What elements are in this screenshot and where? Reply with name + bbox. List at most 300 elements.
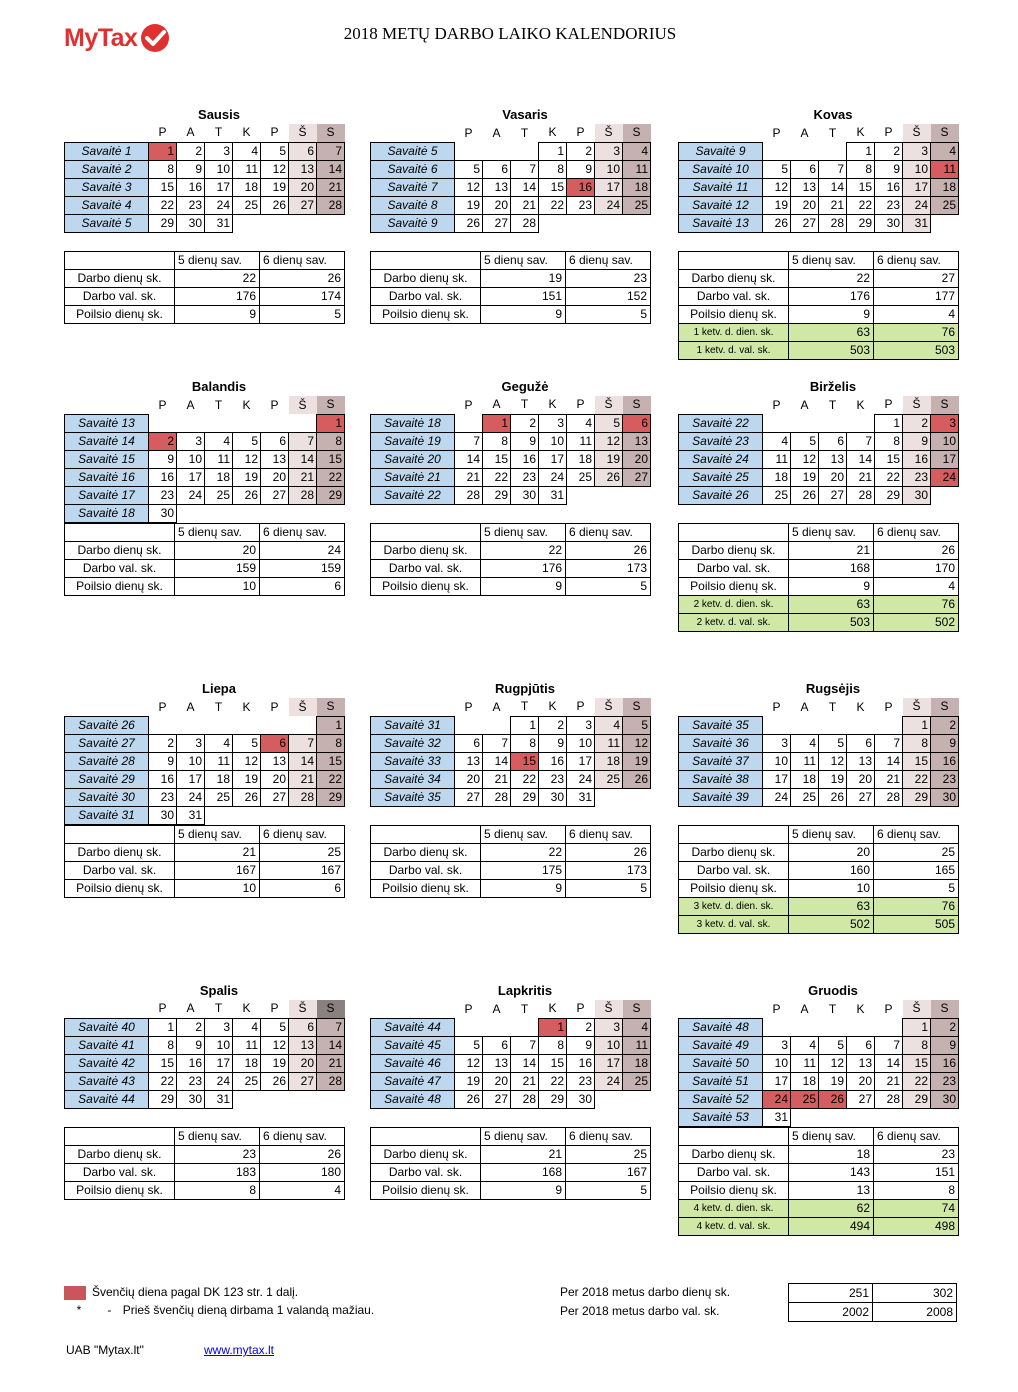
day-cell: 8 — [317, 734, 345, 752]
day-header: S — [623, 124, 651, 142]
quarter-days-label: 2 ketv. d. dien. sk. — [679, 595, 789, 613]
day-header: A — [186, 125, 195, 140]
day-header: T — [520, 699, 529, 714]
month-stats — [678, 251, 959, 360]
month-calendar — [370, 698, 651, 807]
day-cell: 28 — [847, 486, 875, 504]
day-cell: 24 — [763, 1090, 791, 1108]
totals-hours-label: Per 2018 metus darbo val. sk. — [560, 1304, 720, 1318]
stats-value-5: 160 — [789, 861, 874, 879]
week-label: Savaitė 45 — [371, 1036, 455, 1054]
day-cell: 6 — [847, 734, 875, 752]
day-header: P — [772, 699, 781, 714]
day-cell: 6 — [483, 1036, 511, 1054]
day-header: P — [884, 699, 893, 714]
day-cell: 29 — [847, 214, 875, 232]
day-header: Š — [289, 124, 317, 142]
month-name: Kovas — [813, 107, 853, 122]
day-cell: 26 — [819, 788, 847, 806]
day-cell: 11 — [623, 1036, 651, 1054]
day-cell: 5 — [623, 716, 651, 734]
empty-cell — [261, 504, 289, 522]
day-cell: 3 — [539, 414, 567, 432]
col6-header: 6 dienų sav. — [566, 523, 651, 541]
footer-link[interactable]: www.mytax.lt — [204, 1343, 275, 1357]
day-header: K — [856, 397, 865, 412]
legend-dash: - — [107, 1303, 112, 1317]
legend-star: * — [76, 1303, 82, 1317]
week-label: Savaitė 8 — [371, 196, 455, 214]
week-label: Savaitė 46 — [371, 1054, 455, 1072]
day-cell: 15 — [317, 752, 345, 770]
stats-value-6: 167 — [260, 861, 345, 879]
stats-value-5: 168 — [789, 559, 874, 577]
day-cell: 10 — [177, 450, 205, 468]
week-row — [371, 734, 651, 752]
day-cell: 3 — [595, 142, 623, 160]
day-header: A — [492, 125, 501, 140]
day-cell: 16 — [177, 178, 205, 196]
stats-value-6: 26 — [566, 541, 651, 559]
week-label: Savaitė 21 — [371, 468, 455, 486]
stats-label: Poilsio dienų sk. — [679, 577, 789, 595]
day-cell: 7 — [455, 432, 483, 450]
empty-cell — [931, 1108, 959, 1126]
week-row — [371, 1036, 651, 1054]
month-block — [370, 680, 650, 898]
day-cell: 5 — [791, 432, 819, 450]
day-cell: 28 — [317, 1072, 345, 1090]
stats-work-days-row — [371, 541, 651, 559]
day-cell: 4 — [205, 734, 233, 752]
week-row — [679, 178, 959, 196]
week-header-blank — [65, 1000, 149, 1018]
stats-value-6: 4 — [874, 305, 959, 323]
day-header: P — [576, 125, 585, 140]
week-header-blank — [679, 1000, 763, 1018]
day-header: A — [800, 125, 809, 140]
day-cell: 27 — [847, 788, 875, 806]
day-cell: 28 — [819, 214, 847, 232]
day-cell: 29 — [903, 788, 931, 806]
stats-work-days-row — [371, 843, 651, 861]
col5-header: 5 dienų sav. — [789, 251, 874, 269]
stats-value-5: 9 — [789, 305, 874, 323]
stats-header-blank — [371, 251, 481, 269]
day-cell: 17 — [205, 1054, 233, 1072]
day-header: A — [492, 699, 501, 714]
day-cell: 21 — [289, 468, 317, 486]
week-label: Savaitė 17 — [65, 486, 149, 504]
day-cell: 24 — [205, 196, 233, 214]
empty-cell — [847, 1108, 875, 1126]
day-header: S — [623, 1000, 651, 1018]
day-cell: 18 — [623, 1054, 651, 1072]
stats-header-row — [679, 251, 959, 269]
week-row — [679, 770, 959, 788]
stats-value-5: 18 — [789, 1145, 874, 1163]
week-header-blank — [371, 124, 455, 142]
month-calendar — [64, 698, 345, 825]
quarter-days-label: 3 ketv. d. dien. sk. — [679, 897, 789, 915]
day-header: Š — [903, 124, 931, 142]
day-cell: 21 — [847, 468, 875, 486]
day-cell: 9 — [903, 432, 931, 450]
week-header-blank — [65, 396, 149, 414]
stats-value-5: 9 — [481, 305, 566, 323]
stats-value-5: 13 — [789, 1181, 874, 1199]
day-header: A — [800, 699, 809, 714]
day-cell: 30 — [539, 788, 567, 806]
week-row — [679, 196, 959, 214]
stats-label: Poilsio dienų sk. — [65, 305, 175, 323]
col6-header: 6 dienų sav. — [260, 523, 345, 541]
day-cell: 29 — [511, 788, 539, 806]
day-cell: 24 — [763, 788, 791, 806]
day-cell: 13 — [289, 1036, 317, 1054]
week-label: Savaitė 42 — [65, 1054, 149, 1072]
day-cell: 1 — [539, 1018, 567, 1036]
day-cell: 19 — [233, 468, 261, 486]
stats-value-6: 152 — [566, 287, 651, 305]
day-cell: 11 — [763, 450, 791, 468]
day-cell: 3 — [903, 142, 931, 160]
day-cell: 12 — [819, 752, 847, 770]
month-name: Lapkritis — [497, 983, 553, 998]
day-cell: 1 — [511, 716, 539, 734]
week-row — [65, 752, 345, 770]
day-cell: 11 — [623, 160, 651, 178]
day-cell: 12 — [595, 432, 623, 450]
day-cell: 30 — [903, 486, 931, 504]
week-row — [371, 196, 651, 214]
stats-label: Poilsio dienų sk. — [371, 305, 481, 323]
week-label: Savaitė 5 — [371, 142, 455, 160]
empty-cell — [903, 1108, 931, 1126]
day-cell: 12 — [261, 1036, 289, 1054]
day-cell: 20 — [847, 1072, 875, 1090]
day-cell: 4 — [791, 734, 819, 752]
day-cell: 17 — [177, 770, 205, 788]
quarter-days-label: 1 ketv. d. dien. sk. — [679, 323, 789, 341]
week-label: Savaitė 9 — [371, 214, 455, 232]
month-name: Balandis — [191, 379, 247, 394]
day-cell: 30 — [149, 806, 177, 824]
stats-value-6: 6 — [260, 577, 345, 595]
stats-value-5: 9 — [481, 577, 566, 595]
stats-value-5: 176 — [789, 287, 874, 305]
stats-value-6: 165 — [874, 861, 959, 879]
day-cell: 20 — [289, 1054, 317, 1072]
day-header: S — [317, 698, 345, 716]
quarter-hours-row — [679, 613, 959, 631]
day-header: Š — [595, 396, 623, 414]
week-row — [65, 770, 345, 788]
day-cell: 18 — [595, 752, 623, 770]
day-cell: 5 — [763, 160, 791, 178]
month-block — [370, 106, 650, 324]
day-cell: 30 — [177, 1090, 205, 1108]
week-row — [65, 734, 345, 752]
stats-value-6: 24 — [260, 541, 345, 559]
stats-value-6: 6 — [260, 879, 345, 897]
day-header: S — [931, 396, 959, 414]
day-cell: 17 — [567, 752, 595, 770]
day-header: P — [576, 1001, 585, 1016]
empty-cell — [763, 142, 791, 160]
stats-label: Darbo val. sk. — [371, 1163, 481, 1181]
col6-header: 6 dienų sav. — [874, 1127, 959, 1145]
week-label: Savaitė 31 — [65, 806, 149, 824]
week-label: Savaitė 50 — [679, 1054, 763, 1072]
stats-label: Darbo val. sk. — [65, 287, 175, 305]
day-cell: 19 — [261, 178, 289, 196]
empty-cell — [455, 414, 483, 432]
week-label: Savaitė 4 — [65, 196, 149, 214]
logo-text: MyTax — [64, 23, 138, 52]
week-row — [371, 752, 651, 770]
legend-holiday-text: Švenčių diena pagal DK 123 str. 1 dalį. — [92, 1285, 299, 1299]
day-header: T — [214, 1001, 223, 1016]
stats-label: Poilsio dienų sk. — [679, 879, 789, 897]
quarter-hours-5: 494 — [789, 1217, 874, 1235]
stats-value-5: 9 — [789, 577, 874, 595]
stats-label: Darbo dienų sk. — [65, 269, 175, 287]
day-header: K — [548, 1001, 557, 1016]
day-header: K — [856, 699, 865, 714]
stats-work-hours-row — [65, 861, 345, 879]
day-cell: 10 — [595, 160, 623, 178]
week-row — [65, 414, 345, 432]
totals-days-row — [789, 1284, 957, 1303]
week-label: Savaitė 36 — [679, 734, 763, 752]
week-label: Savaitė 33 — [371, 752, 455, 770]
day-cell: 13 — [791, 178, 819, 196]
month-stats — [370, 251, 651, 324]
week-label: Savaitė 35 — [371, 788, 455, 806]
week-row — [65, 1018, 345, 1036]
stats-label: Poilsio dienų sk. — [371, 577, 481, 595]
stats-label: Darbo dienų sk. — [65, 843, 175, 861]
day-cell: 20 — [483, 196, 511, 214]
stats-rest-days-row — [371, 305, 651, 323]
quarter-days-5: 63 — [789, 897, 874, 915]
day-header: A — [186, 699, 195, 714]
day-cell: 30 — [875, 214, 903, 232]
day-header: P — [158, 125, 167, 140]
day-cell: 24 — [177, 788, 205, 806]
day-cell: 23 — [149, 788, 177, 806]
day-header: T — [828, 1001, 837, 1016]
day-cell: 21 — [317, 178, 345, 196]
day-cell: 25 — [205, 788, 233, 806]
day-cell: 25 — [233, 1072, 261, 1090]
day-cell: 5 — [595, 414, 623, 432]
day-cell: 20 — [819, 468, 847, 486]
day-cell: 14 — [483, 752, 511, 770]
day-cell: 3 — [567, 716, 595, 734]
stats-header-blank — [679, 523, 789, 541]
week-row — [371, 716, 651, 734]
day-cell: 30 — [511, 486, 539, 504]
stats-value-6: 174 — [260, 287, 345, 305]
stats-value-5: 10 — [175, 879, 260, 897]
day-cell: 17 — [595, 178, 623, 196]
day-cell: 10 — [177, 752, 205, 770]
day-cell: 14 — [455, 450, 483, 468]
week-row — [371, 432, 651, 450]
quarter-hours-row — [679, 1217, 959, 1235]
stats-rest-days-row — [371, 879, 651, 897]
week-header-blank — [679, 124, 763, 142]
totals-hours-5: 2002 — [789, 1303, 873, 1322]
day-cell: 23 — [931, 770, 959, 788]
stats-header-row — [679, 1127, 959, 1145]
day-header: K — [242, 397, 251, 412]
day-cell: 12 — [233, 450, 261, 468]
empty-cell — [819, 716, 847, 734]
day-cell: 8 — [483, 432, 511, 450]
day-header: K — [548, 699, 557, 714]
day-cell: 2 — [177, 142, 205, 160]
week-row — [65, 1072, 345, 1090]
col5-header: 5 dienų sav. — [789, 523, 874, 541]
day-cell: 9 — [149, 752, 177, 770]
stats-value-6: 26 — [260, 1145, 345, 1163]
week-row — [65, 450, 345, 468]
day-cell: 14 — [511, 1054, 539, 1072]
stats-value-6: 173 — [566, 559, 651, 577]
day-cell: 20 — [455, 770, 483, 788]
week-label: Savaitė 37 — [679, 752, 763, 770]
day-cell: 12 — [455, 1054, 483, 1072]
day-cell: 11 — [791, 1054, 819, 1072]
week-label: Savaitė 15 — [65, 450, 149, 468]
week-label: Savaitė 13 — [679, 214, 763, 232]
day-header: K — [548, 125, 557, 140]
day-cell: 5 — [819, 734, 847, 752]
day-cell: 19 — [261, 1054, 289, 1072]
week-label: Savaitė 23 — [679, 432, 763, 450]
stats-value-5: 22 — [175, 269, 260, 287]
month-block — [64, 982, 344, 1200]
month-block — [64, 106, 344, 324]
col5-header: 5 dienų sav. — [481, 1127, 566, 1145]
day-cell: 29 — [317, 486, 345, 504]
month-block — [370, 982, 650, 1200]
stats-label: Darbo val. sk. — [679, 559, 789, 577]
stats-value-6: 5 — [566, 879, 651, 897]
week-row — [65, 1036, 345, 1054]
day-header: S — [623, 698, 651, 716]
stats-label: Darbo dienų sk. — [65, 1145, 175, 1163]
day-cell: 25 — [791, 1090, 819, 1108]
empty-cell — [819, 142, 847, 160]
empty-cell — [205, 806, 233, 824]
week-label: Savaitė 49 — [679, 1036, 763, 1054]
quarter-hours-5: 503 — [789, 613, 874, 631]
day-cell: 14 — [317, 160, 345, 178]
day-cell: 17 — [177, 468, 205, 486]
empty-cell — [511, 1018, 539, 1036]
week-label: Savaitė 48 — [371, 1090, 455, 1108]
day-header: A — [186, 1001, 195, 1016]
week-label: Savaitė 25 — [679, 468, 763, 486]
empty-cell — [819, 414, 847, 432]
stats-label: Poilsio dienų sk. — [371, 1181, 481, 1199]
day-cell: 28 — [289, 486, 317, 504]
stats-value-6: 170 — [874, 559, 959, 577]
stats-header-row — [65, 1127, 345, 1145]
empty-cell — [233, 806, 261, 824]
day-cell: 2 — [567, 142, 595, 160]
day-cell: 23 — [903, 468, 931, 486]
stats-value-5: 159 — [175, 559, 260, 577]
week-row — [679, 716, 959, 734]
stats-value-5: 9 — [175, 305, 260, 323]
quarter-days-5: 63 — [789, 595, 874, 613]
month-block — [678, 378, 958, 632]
mytax-logo — [64, 20, 170, 56]
day-cell: 12 — [261, 160, 289, 178]
day-cell: 5 — [819, 1036, 847, 1054]
day-header: P — [158, 397, 167, 412]
stats-header-blank — [679, 825, 789, 843]
col5-header: 5 dienų sav. — [175, 1127, 260, 1145]
stats-value-5: 10 — [175, 577, 260, 595]
stats-value-5: 22 — [481, 843, 566, 861]
day-cell: 29 — [149, 214, 177, 232]
day-header-row — [65, 698, 345, 716]
day-cell: 19 — [763, 196, 791, 214]
day-cell: 16 — [539, 752, 567, 770]
week-label: Savaitė 16 — [65, 468, 149, 486]
week-row — [679, 734, 959, 752]
stats-work-hours-row — [679, 861, 959, 879]
stats-header-row — [679, 825, 959, 843]
stats-header-row — [371, 251, 651, 269]
day-cell: 2 — [511, 414, 539, 432]
totals-hours-row — [789, 1303, 957, 1322]
day-cell: 16 — [567, 178, 595, 196]
week-label: Savaitė 44 — [65, 1090, 149, 1108]
day-cell: 6 — [289, 1018, 317, 1036]
day-header: P — [158, 699, 167, 714]
empty-cell — [289, 504, 317, 522]
day-header: P — [772, 1001, 781, 1016]
empty-cell — [623, 1090, 651, 1108]
month-stats — [64, 825, 345, 898]
stats-work-hours-row — [679, 559, 959, 577]
day-cell: 24 — [595, 196, 623, 214]
day-cell: 16 — [511, 450, 539, 468]
week-row — [679, 486, 959, 504]
empty-cell — [763, 414, 791, 432]
day-header: S — [317, 1000, 345, 1018]
day-cell: 30 — [177, 214, 205, 232]
day-cell: 18 — [205, 770, 233, 788]
stats-header-blank — [65, 825, 175, 843]
empty-cell — [595, 1090, 623, 1108]
stats-value-6: 23 — [566, 269, 651, 287]
month-calendar — [370, 124, 651, 233]
day-cell: 4 — [623, 142, 651, 160]
day-cell: 5 — [233, 432, 261, 450]
day-cell: 6 — [261, 734, 289, 752]
day-cell: 2 — [931, 716, 959, 734]
day-cell: 28 — [317, 196, 345, 214]
day-cell: 25 — [205, 486, 233, 504]
